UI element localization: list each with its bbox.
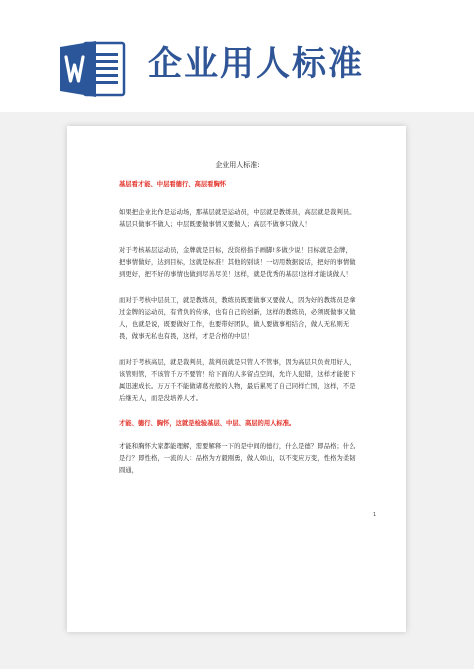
document-title: 企业用人标准: <box>215 161 260 169</box>
paragraph: 对于考核基层运动员，金牌就是目标，没资格指手画脚!多做少说！目标就是金牌，把事情做好，达到目标，这就是标准！其他的别谈！一切用数据说话，把好的事情做到更好，把不好的事情也做到尽善尽美！这样，就是优秀的基层!这样才能谈做人！ <box>119 247 356 278</box>
paragraph: 而对于考核高层，就是裁判员，裁判员就是只管人不管事，因为高层只负责用好人，该管则管，不该管千万不要管！给下面的人多留点空间，允许人犯错，这样才能使下属迅速成长。万万千不能做诸葛亮般的人物，最后累死了自己同样亡国，这样，不是后继无人，而是没培养人才。 <box>119 359 356 402</box>
paragraph: 如果把企业比作是运动场，那基层就是运动员，中层就是教练员，高层就是裁判员。基层只做事不做人；中层既要做事情又要做人；高层不做事只做人！ <box>119 209 356 228</box>
banner-title: 企业用人标准 <box>148 44 364 84</box>
word-doc-icon <box>58 37 126 101</box>
banner <box>0 0 474 112</box>
document-body <box>119 160 356 491</box>
headline: 基层看才能、中层看德行、高层看胸怀 <box>119 181 227 188</box>
paragraph-closing: 才能和胸怀大家都能理解，需要解释一下的是中间的德行，什么是德？即品格；什么是行？即性格，一流的人：品格为方毅刚勇，做人如山，以不变应万变，性格为柔韧圆通， <box>119 443 356 474</box>
document-page <box>67 126 406 632</box>
headline-summary: 才能、德行、胸怀，这就是检验基层、中层、高层的用人标准。 <box>119 420 296 427</box>
page-number: 1 <box>373 512 377 518</box>
paragraph: 而对于考核中层员工，就是教练员，教练员既要做事又要做人，因为好的教练员是拿过金牌的运动员，有背负的传承，也有自己的创新，这样的教练员，必须既做事又做人，也就是说，既要做好工作，也要带好团队，做人要做事相结合，做人无私则无畏，做事无私也有畏，这样，才是合格的中层！ <box>119 297 356 340</box>
